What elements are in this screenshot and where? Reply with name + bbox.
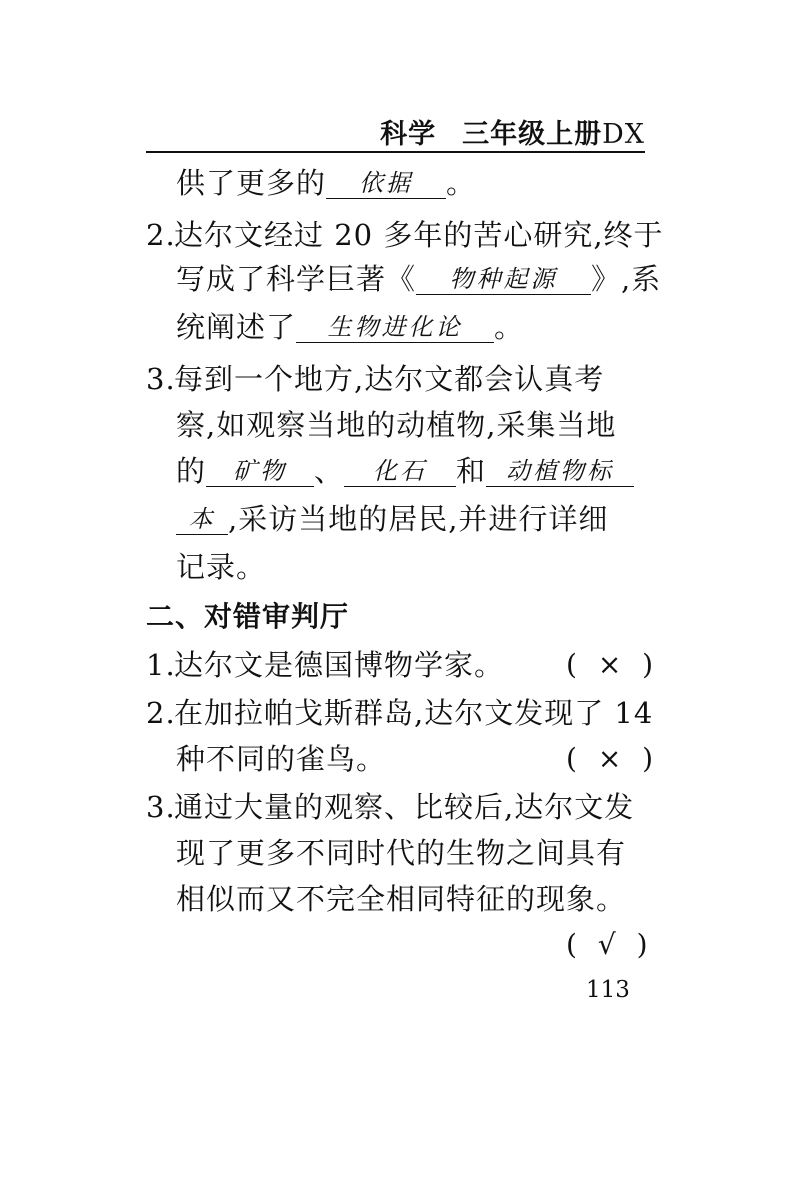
text-fragment: 达尔文经过 20 多年的苦心研究,终于 [174, 218, 664, 252]
text-line [176, 742, 386, 776]
answer-blank: 动植物标 [486, 457, 634, 487]
judgment-mark: ( × ) [566, 742, 660, 775]
judgment-mark: ( √ ) [566, 928, 654, 961]
answer-blank: 本 [176, 505, 228, 535]
text-fragment: 写成了科学巨著《 [176, 262, 417, 296]
question-line [146, 790, 634, 824]
header-grade: 三年级上册 [462, 119, 603, 150]
text-fragment: 达尔文是德国博物学家。 [174, 648, 505, 682]
question-number: 3. [146, 790, 176, 824]
question-line [146, 218, 664, 252]
text-fragment: 。 [446, 166, 477, 200]
text-fragment: 在加拉帕戈斯群岛,达尔文发现了 14 [174, 696, 654, 730]
page-header [150, 112, 645, 150]
question-line [146, 362, 604, 396]
question-line [146, 648, 504, 682]
question-number: 1. [146, 648, 176, 682]
header-code: DX [602, 119, 645, 150]
answer-blank: 生物进化论 [296, 313, 494, 343]
answer-blank: 矿物 [206, 457, 314, 487]
text-fragment: 通过大量的观察、比较后,达尔文发 [174, 790, 635, 824]
text-line [176, 262, 661, 296]
text-fragment: 现了更多不同时代的生物之间具有 [176, 836, 627, 870]
text-line [176, 502, 608, 536]
text-fragment: 统阐述了 [176, 310, 297, 344]
text-line [176, 166, 476, 200]
text-fragment: 每到一个地方,达尔文都会认真考 [174, 362, 605, 396]
answer-blank: 依据 [326, 169, 446, 199]
text-fragment: 供了更多的 [176, 166, 327, 200]
text-fragment: 记录。 [176, 550, 267, 584]
text-line [176, 408, 616, 442]
text-fragment: 察,如观察当地的动植物,采集当地 [176, 408, 617, 442]
question-number: 2. [146, 218, 176, 252]
header-subject: 科学 [380, 119, 437, 150]
section-title: 二、对错审判厅 [146, 600, 350, 633]
text-fragment: 种不同的雀鸟。 [176, 742, 387, 776]
text-fragment: 、 [314, 454, 345, 488]
question-number: 3. [146, 362, 176, 396]
answer-blank: 化石 [344, 457, 456, 487]
text-fragment: 和 [456, 454, 487, 488]
judgment-mark: ( × ) [566, 648, 660, 681]
header-rule [146, 151, 645, 153]
text-fragment: 相似而又不完全相同特征的现象。 [176, 882, 627, 916]
text-line [176, 550, 266, 584]
text-line [176, 454, 634, 488]
answer-blank: 物种起源 [416, 265, 591, 295]
text-line [176, 882, 626, 916]
page-number: 113 [586, 977, 630, 1003]
text-fragment: ,采访当地的居民,并进行详细 [228, 502, 609, 536]
question-line [146, 696, 653, 730]
text-fragment: 。 [494, 310, 525, 344]
text-fragment: 》,系 [591, 262, 662, 296]
text-fragment: 的 [176, 454, 207, 488]
text-line [176, 310, 524, 344]
question-number: 2. [146, 696, 176, 730]
text-line [176, 836, 626, 870]
